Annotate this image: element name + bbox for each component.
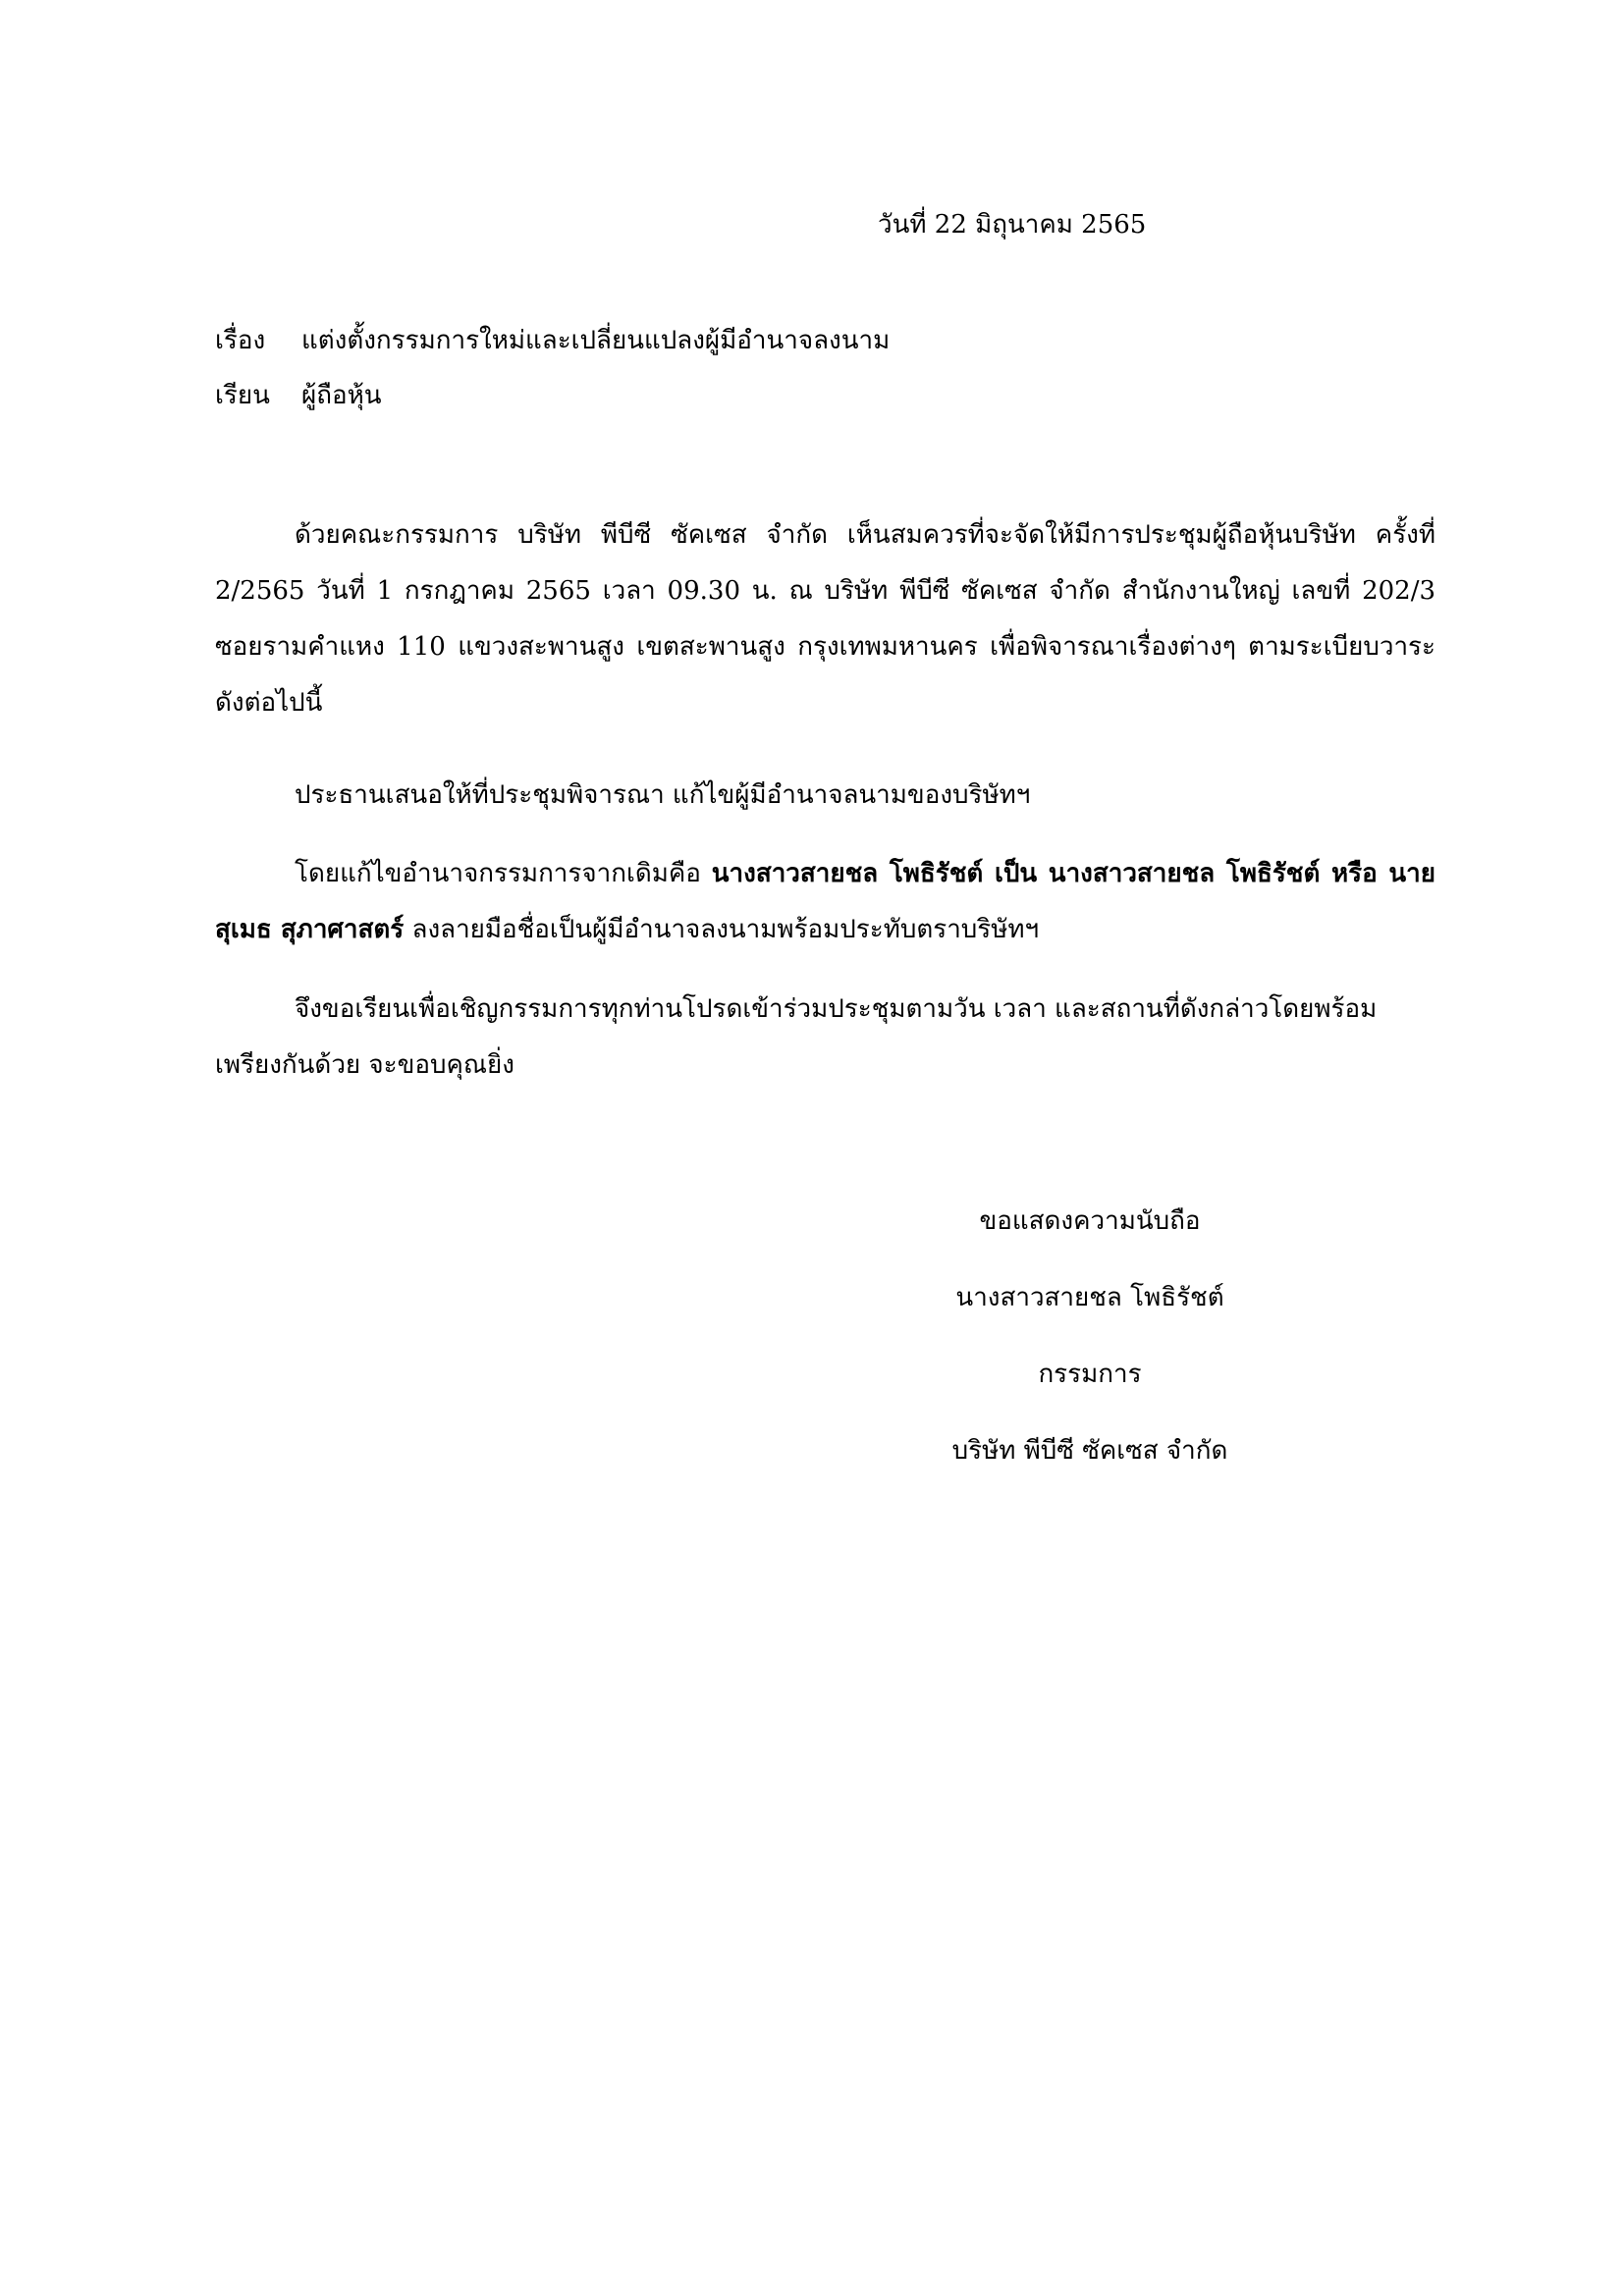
body-paragraph-2: ประธานเสนอให้ที่ประชุมพิจารณา แก้ไขผู้มีอำนาจลนามของบริษัทฯ [295,780,1031,810]
authorized-signers-bold: นางสาวสายชล โพธิรัชต์ เป็น นางสาวสายชล โพธิรัชต์ หรือ นายสุเมธ สุภาศาสตร์ [215,859,1435,944]
recipient-text: ผู้ถือหุ้น [301,381,382,410]
body-paragraph-4: จึงขอเรียนเพื่อเชิญกรรมการทุกท่านโปรดเข้าร่วมประชุมตามวัน เวลา และสถานที่ดังกล่าวโดยพร้อมเพรียงกันด้วย จะขอบคุณยิ่ง [215,994,1378,1080]
subject-line [215,324,890,357]
signature-company: บริษัท พีบีซี ซัคเซส จำกัด [951,1436,1228,1466]
body-paragraph-1: ด้วยคณะกรรมการ บริษัท พีบีซี ซัคเซส จำกัด เห็นสมควรที่จะจัดให้มีการประชุมผู้ถือหุ้นบริษัท ครั้งที่ 2/2565 วันที่ 1 กรกฎาคม 2565 เวลา 09.30 น. ณ บริษัท พีบีซี ซัคเซส จำกัด สำนักงานใหญ่ เลขที่ 202/3 ซอยรามคำแหง 110 แขวงสะพานสูง เขตสะพานสูง กรุงเทพมหานคร เพื่อพิจารณาเรื่องต่างๆ ตามระเบียบวาระดังต่อไปนี้ [215,520,1435,718]
paragraph-3-text-end: ลงลายมือชื่อเป็นผู้มีอำนาจลงนามพร้อมประทับตราบริษัทฯ [404,915,1040,944]
subject-label: เรื่อง [215,326,266,355]
recipient-label: เรียน [215,381,270,410]
subject-text: แต่งตั้งกรรมการใหม่และเปลี่ยนแปลงผู้มีอำนาจลงนาม [301,326,891,355]
signature-name: นางสาวสายชล โพธิรัชต์ [955,1283,1224,1312]
paragraph-3-text-start: โดยแก้ไขอำนาจกรรมการจากเดิมคือ [295,859,712,888]
body-paragraph-3 [215,846,1435,958]
letter-date: วันที่ 22 มิถุนาคม 2565 [878,210,1147,240]
signature-position: กรรมการ [1038,1360,1142,1389]
recipient-line [215,379,382,412]
signature-closing: ขอแสดงความนับถือ [979,1206,1201,1236]
